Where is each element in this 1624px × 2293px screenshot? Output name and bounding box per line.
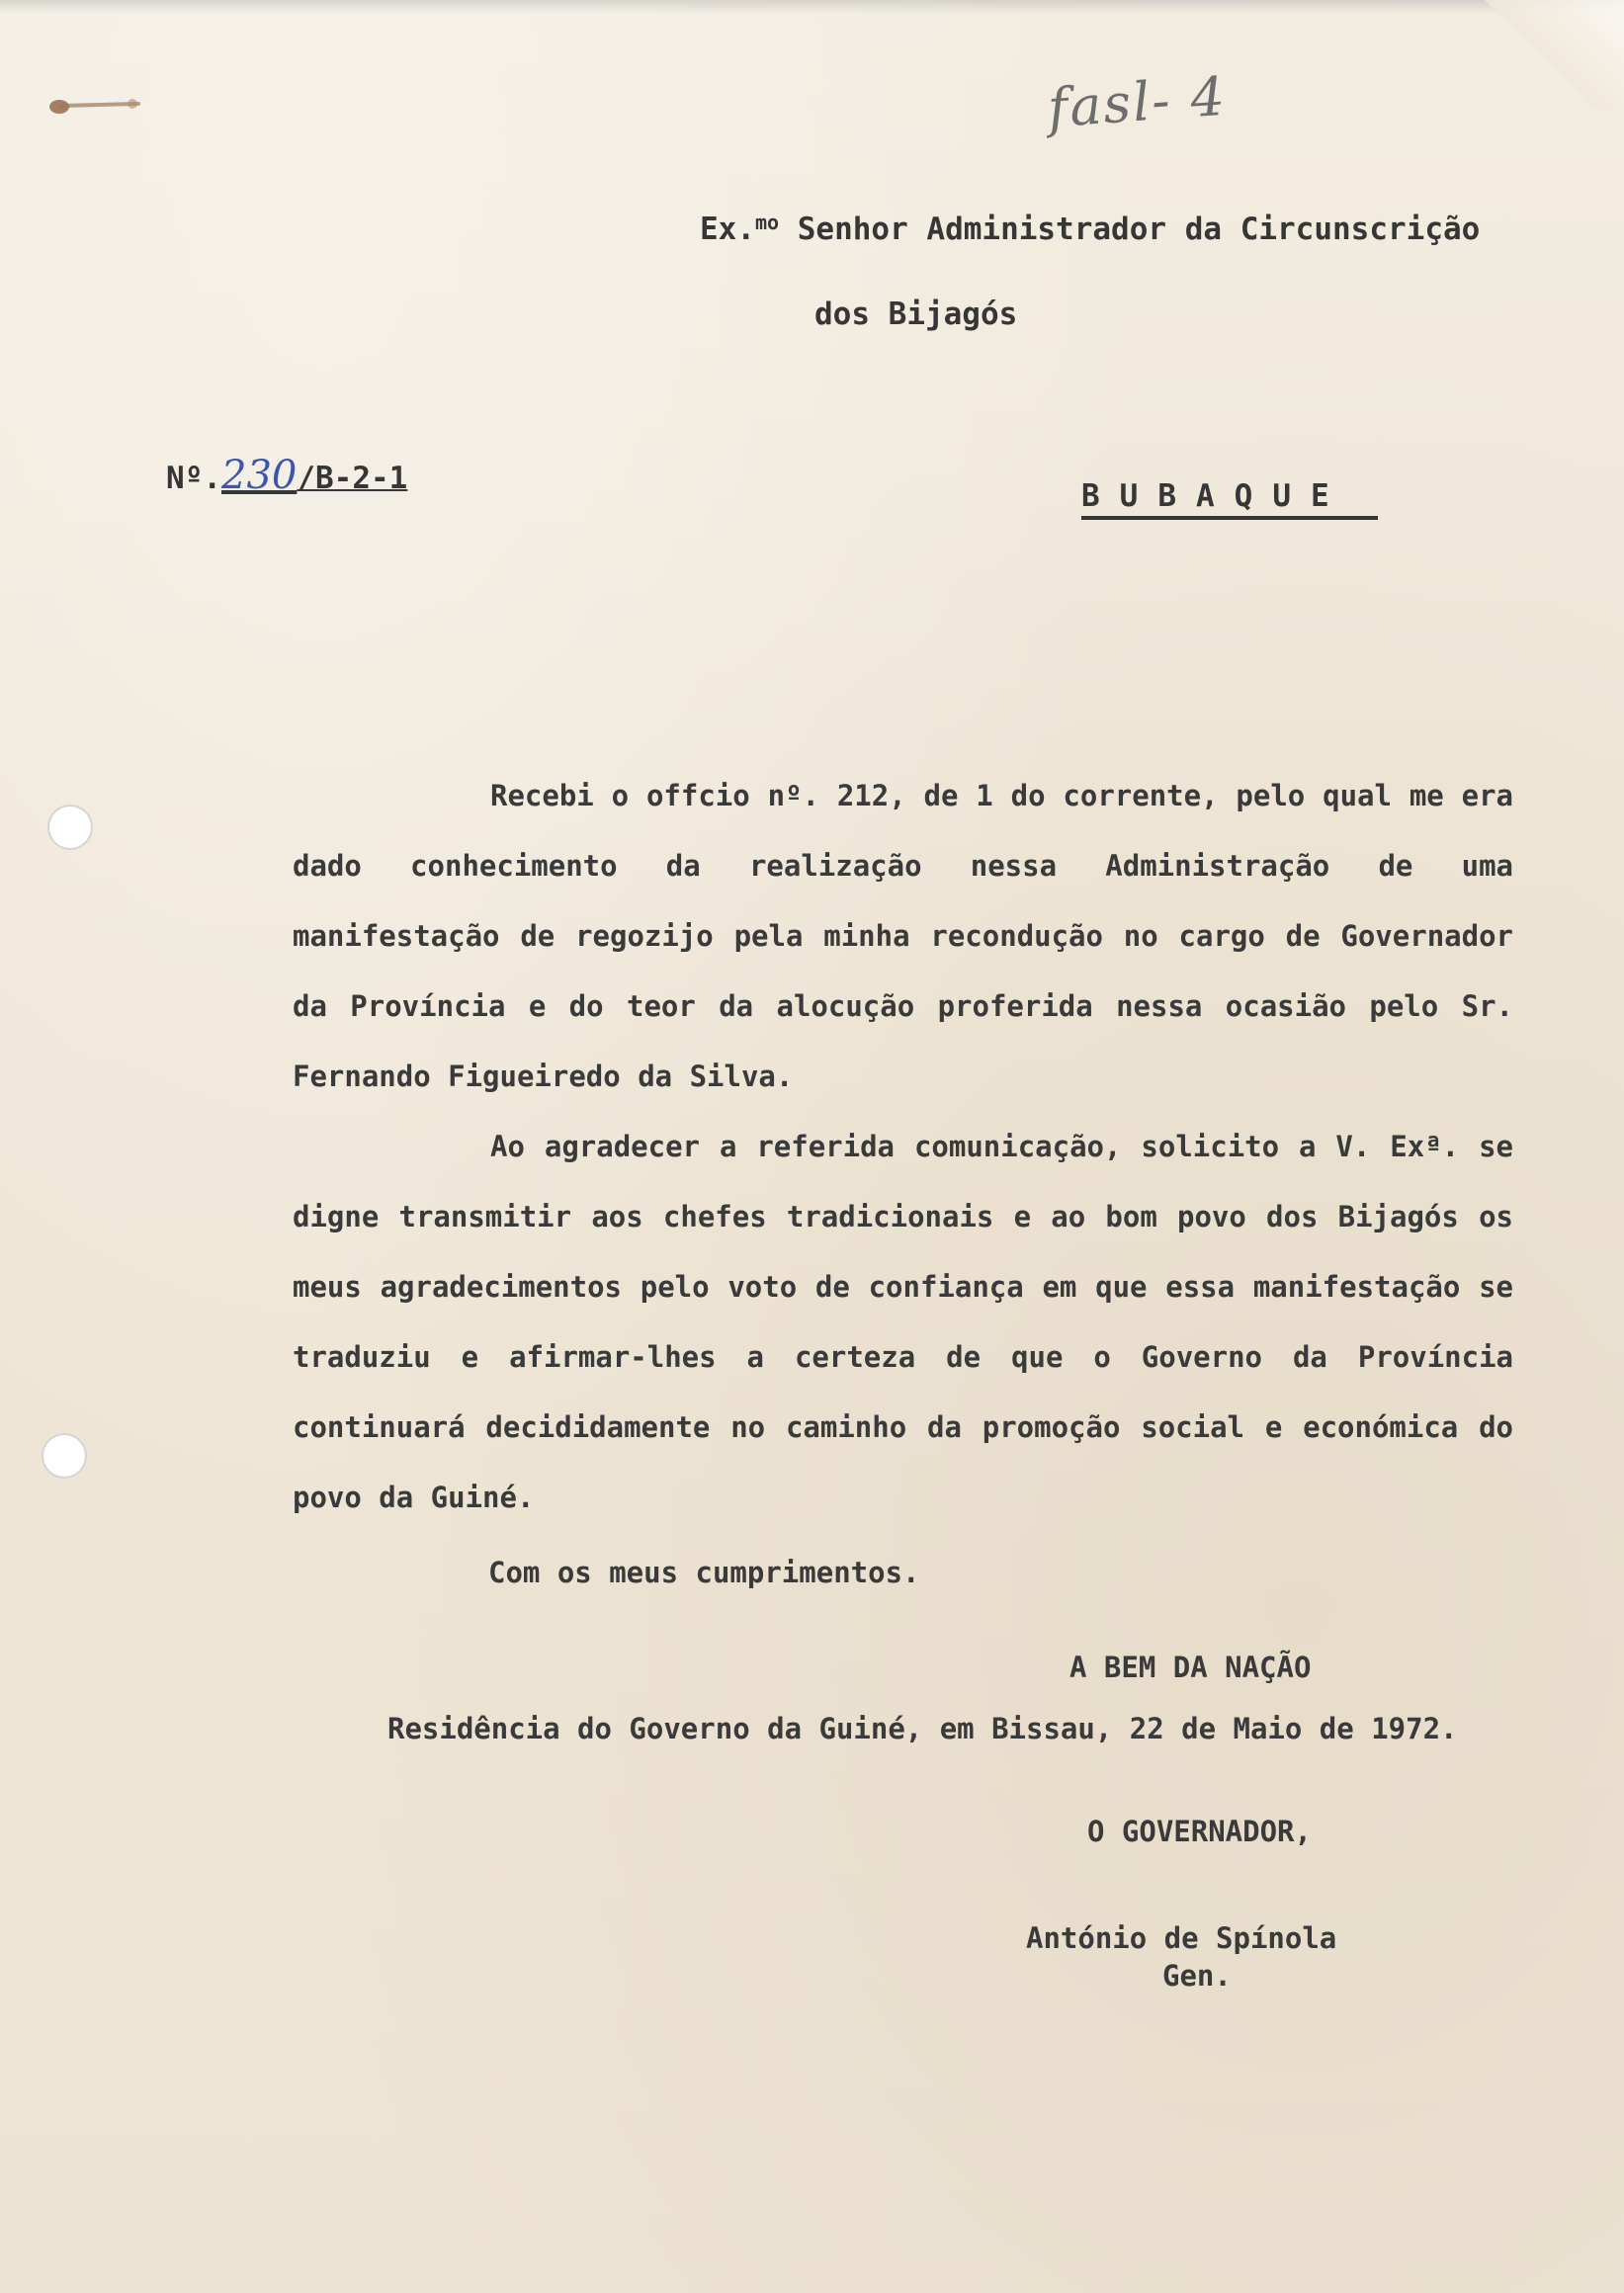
- destination-location: BUBAQUE: [1081, 478, 1378, 520]
- letter-body: [293, 761, 1513, 1533]
- reference-label: Nº.: [166, 461, 221, 496]
- reference-code: /B-2-1: [297, 461, 408, 496]
- body-paragraph-1: Recebi o offcio nº. 212, de 1 do corrente, pelo qual me era dado conhecimento da realização nessa Administração de uma manifestação de regozijo pela minha recondução no cargo de Governador da Província e do teor da alocução proferida nessa ocasião pelo Sr. Fernando Figueiredo da Silva.: [293, 779, 1513, 1093]
- signatory-rank: Gen.: [1162, 1959, 1232, 1993]
- addressee-prefix: Ex.: [700, 212, 755, 247]
- addressee-superscript: mo: [755, 211, 780, 234]
- signatory-name: António de Spínola: [1026, 1921, 1337, 1955]
- punch-hole-upper-icon: [47, 805, 93, 850]
- addressee-title: Senhor Administrador da Circunscrição: [797, 212, 1481, 247]
- reference-number: [166, 453, 407, 498]
- staple-mark-icon: [47, 95, 146, 117]
- paper-corner-fold: [1466, 0, 1624, 109]
- closing-motto: A BEM DA NAÇÃO: [1069, 1651, 1312, 1684]
- reference-handwritten-number: 230: [221, 453, 298, 498]
- paper-top-edge: [0, 0, 1624, 14]
- handwritten-annotation: fasl- 4: [1046, 64, 1229, 140]
- body-paragraph-2: Ao agradecer a referida comunicação, solicito a V. Exª. se digne transmitir aos chefes tradicionais e ao bom povo dos Bijagós os meus agradecimentos pelo voto de confiança em que essa manifestação se traduziu e afirmar-lhes a certeza de que o Governo da Província continuará decididamente no caminho da promoção social e económica do povo da Guiné.: [293, 1130, 1513, 1514]
- punch-hole-lower-icon: [42, 1433, 87, 1479]
- place-and-date: [289, 1712, 1514, 1745]
- closing-greeting: Com os meus cumprimentos.: [488, 1556, 920, 1589]
- addressee-line-1: [700, 210, 1480, 252]
- addressee-line-2: dos Bijagós: [814, 297, 1018, 332]
- place-date-text: Residência do Governo da Guiné, em Bissau, 22 de Maio de 1972.: [387, 1712, 1458, 1745]
- signatory-title: O GOVERNADOR,: [1087, 1815, 1312, 1848]
